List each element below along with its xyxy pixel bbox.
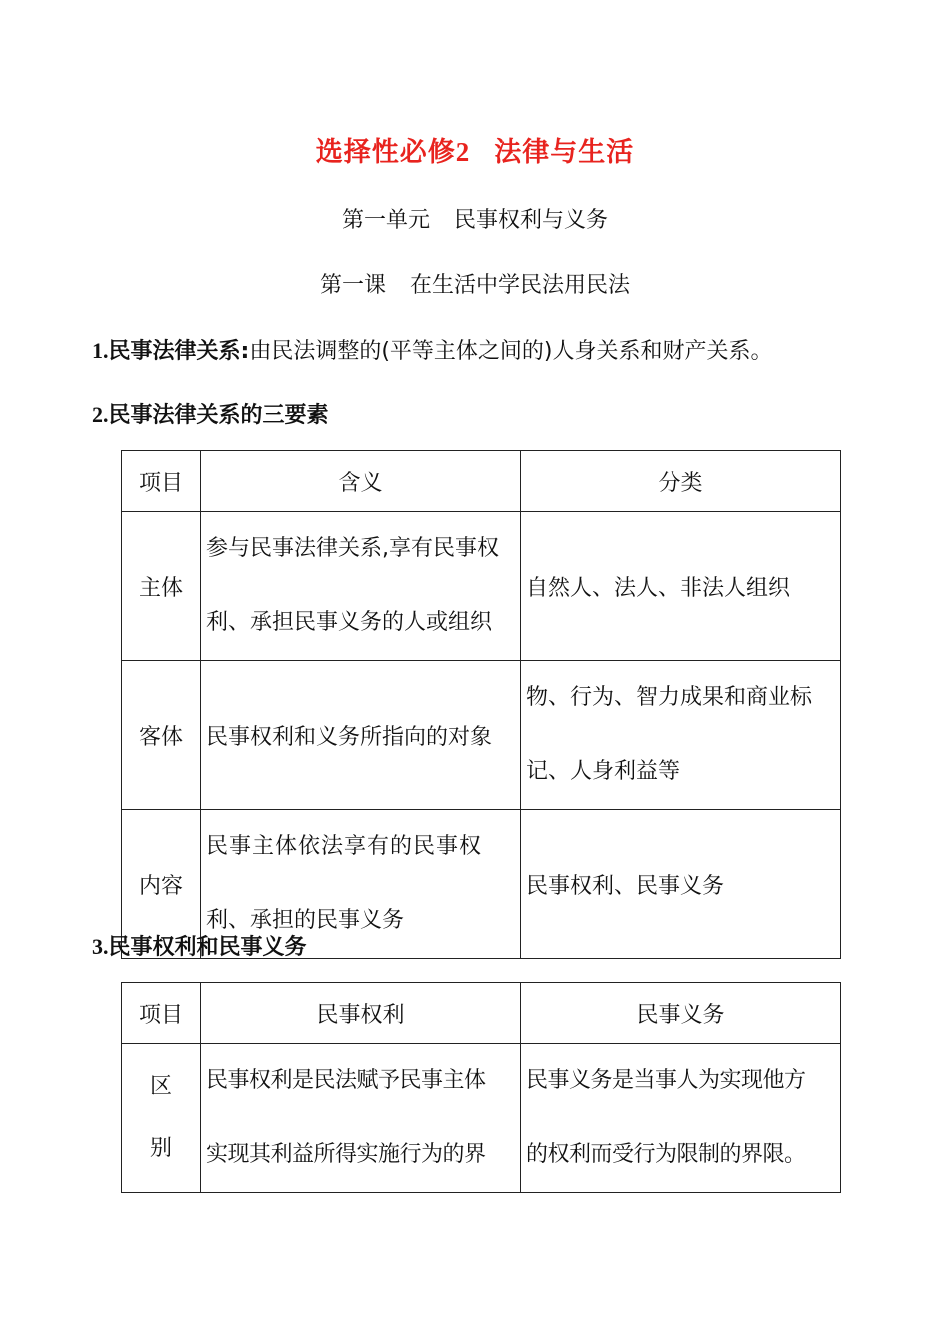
section-3-title: 民事权利和民事义务 xyxy=(108,935,307,960)
cell-item: 主体 xyxy=(122,512,201,661)
cell-line: 参与民事法律关系,享有民事权 xyxy=(206,536,499,561)
lesson-heading xyxy=(0,268,950,299)
section-2-title: 民事法律关系的三要素 xyxy=(108,403,329,428)
cell-line: 记、人身利益等 xyxy=(526,759,681,784)
table-row xyxy=(122,512,841,661)
table-header-row xyxy=(122,451,841,512)
rights-duties-table xyxy=(121,982,841,1193)
section-1 xyxy=(92,334,772,365)
cell-meaning xyxy=(201,512,521,661)
cell-line: 利、承担的民事义务 xyxy=(206,908,405,933)
section-1-number: 1. xyxy=(92,338,109,363)
section-2-number: 2. xyxy=(92,402,109,427)
section-3-heading xyxy=(92,930,307,961)
title-number: 2 xyxy=(455,137,471,167)
cell-item: 客体 xyxy=(122,661,201,810)
cell-line: 别 xyxy=(149,1136,172,1161)
section-3-number: 3. xyxy=(92,934,109,959)
section-2-heading xyxy=(92,398,329,429)
cell-line: 民事权利是民法赋予民事主体 xyxy=(206,1068,486,1093)
cell-item xyxy=(122,1044,201,1193)
cell-category xyxy=(521,661,841,810)
unit-heading xyxy=(0,203,950,234)
cell-category: 民事权利、民事义务 xyxy=(521,810,841,959)
table-row xyxy=(122,661,841,810)
table-row xyxy=(122,1044,841,1193)
cell-duties xyxy=(521,1044,841,1193)
section-1-text: 由民法调整的(平等主体之间的)人身关系和财产关系。 xyxy=(249,339,773,364)
header-cell-meaning: 含义 xyxy=(201,451,521,512)
header-cell-item: 项目 xyxy=(122,451,201,512)
page-title xyxy=(0,130,950,169)
cell-rights xyxy=(201,1044,521,1193)
cell-meaning: 民事权利和义务所指向的对象 xyxy=(201,661,521,810)
cell-item: 内容 xyxy=(122,810,201,959)
section-1-term: 民事法律关系: xyxy=(108,339,250,364)
cell-line: 的权利而受行为限制的界限。 xyxy=(526,1142,806,1167)
unit-name: 民事权利与义务 xyxy=(454,208,609,233)
header-cell-item: 项目 xyxy=(122,983,201,1044)
title-part-b: 法律与生活 xyxy=(494,137,635,168)
cell-line: 民事义务是当事人为实现他方 xyxy=(526,1068,806,1093)
cell-category: 自然人、法人、非法人组织 xyxy=(521,512,841,661)
lesson-number: 第一课 xyxy=(319,273,386,298)
cell-line: 民事主体依法享有的民事权 xyxy=(206,834,483,859)
header-cell-duties: 民事义务 xyxy=(521,983,841,1044)
unit-number: 第一单元 xyxy=(341,208,430,233)
table-header-row xyxy=(122,983,841,1044)
cell-line: 区 xyxy=(149,1074,172,1099)
cell-line: 实现其利益所得实施行为的界 xyxy=(206,1142,486,1167)
cell-line: 利、承担民事义务的人或组织 xyxy=(206,610,493,635)
title-part-a: 选择性必修 xyxy=(315,137,456,168)
three-elements-table xyxy=(121,450,841,959)
header-cell-rights: 民事权利 xyxy=(201,983,521,1044)
cell-line: 物、行为、智力成果和商业标 xyxy=(526,685,813,710)
header-cell-category: 分类 xyxy=(521,451,841,512)
lesson-name: 在生活中学民法用民法 xyxy=(410,273,631,298)
